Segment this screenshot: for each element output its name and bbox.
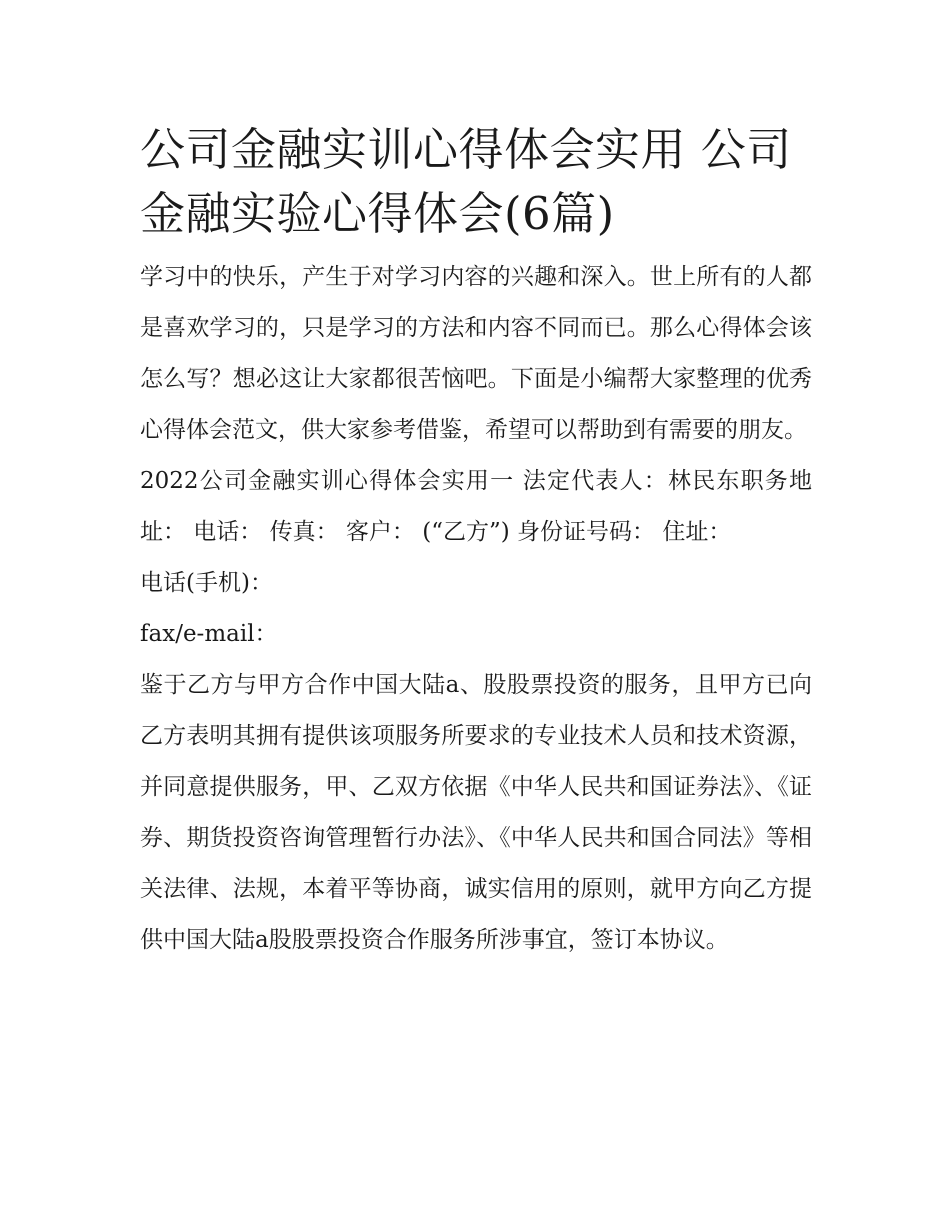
document-title: 公司金融实训心得体会实用 公司金融实验心得体会(6篇) (140, 123, 792, 240)
fax-email-line: fax/e-mail： (140, 621, 278, 647)
phone-line: 电话(手机)： (140, 570, 273, 596)
intro-paragraph: 学习中的快乐，产生于对学习内容的兴趣和深入。世上所有的人都是喜欢学习的，只是学习的方法和内容不同而已。那么心得体会该怎么写？想必这让大家都很苦恼吧。下面是小编帮大家整理的优秀心得体会范文，供大家参考借鉴，希望可以帮助到有需要的朋友。 (140, 264, 812, 443)
agreement-paragraph: 鉴于乙方与甲方合作中国大陆a、股股票投资的服务，且甲方已向乙方表明其拥有提供该项服务所要求的专业技术人员和技术资源，并同意提供服务，甲、乙双方依据《中华人民共和国证券法》、《证券、期货投资咨询管理暂行办法》、《中华人民共和国合同法》等相关法律、法规，本着平等协商，诚实信用的原则，就甲方向乙方提供中国大陆a股股票投资合作服务所涉事宜，签订本协议。 (140, 672, 812, 953)
document-page (140, 118, 812, 966)
party-info-paragraph: 2022公司金融实训心得体会实用一 法定代表人：林民东职务地址： 电话： 传真： 客户： (“乙方”) 身份证号码： 住址： (140, 468, 812, 545)
